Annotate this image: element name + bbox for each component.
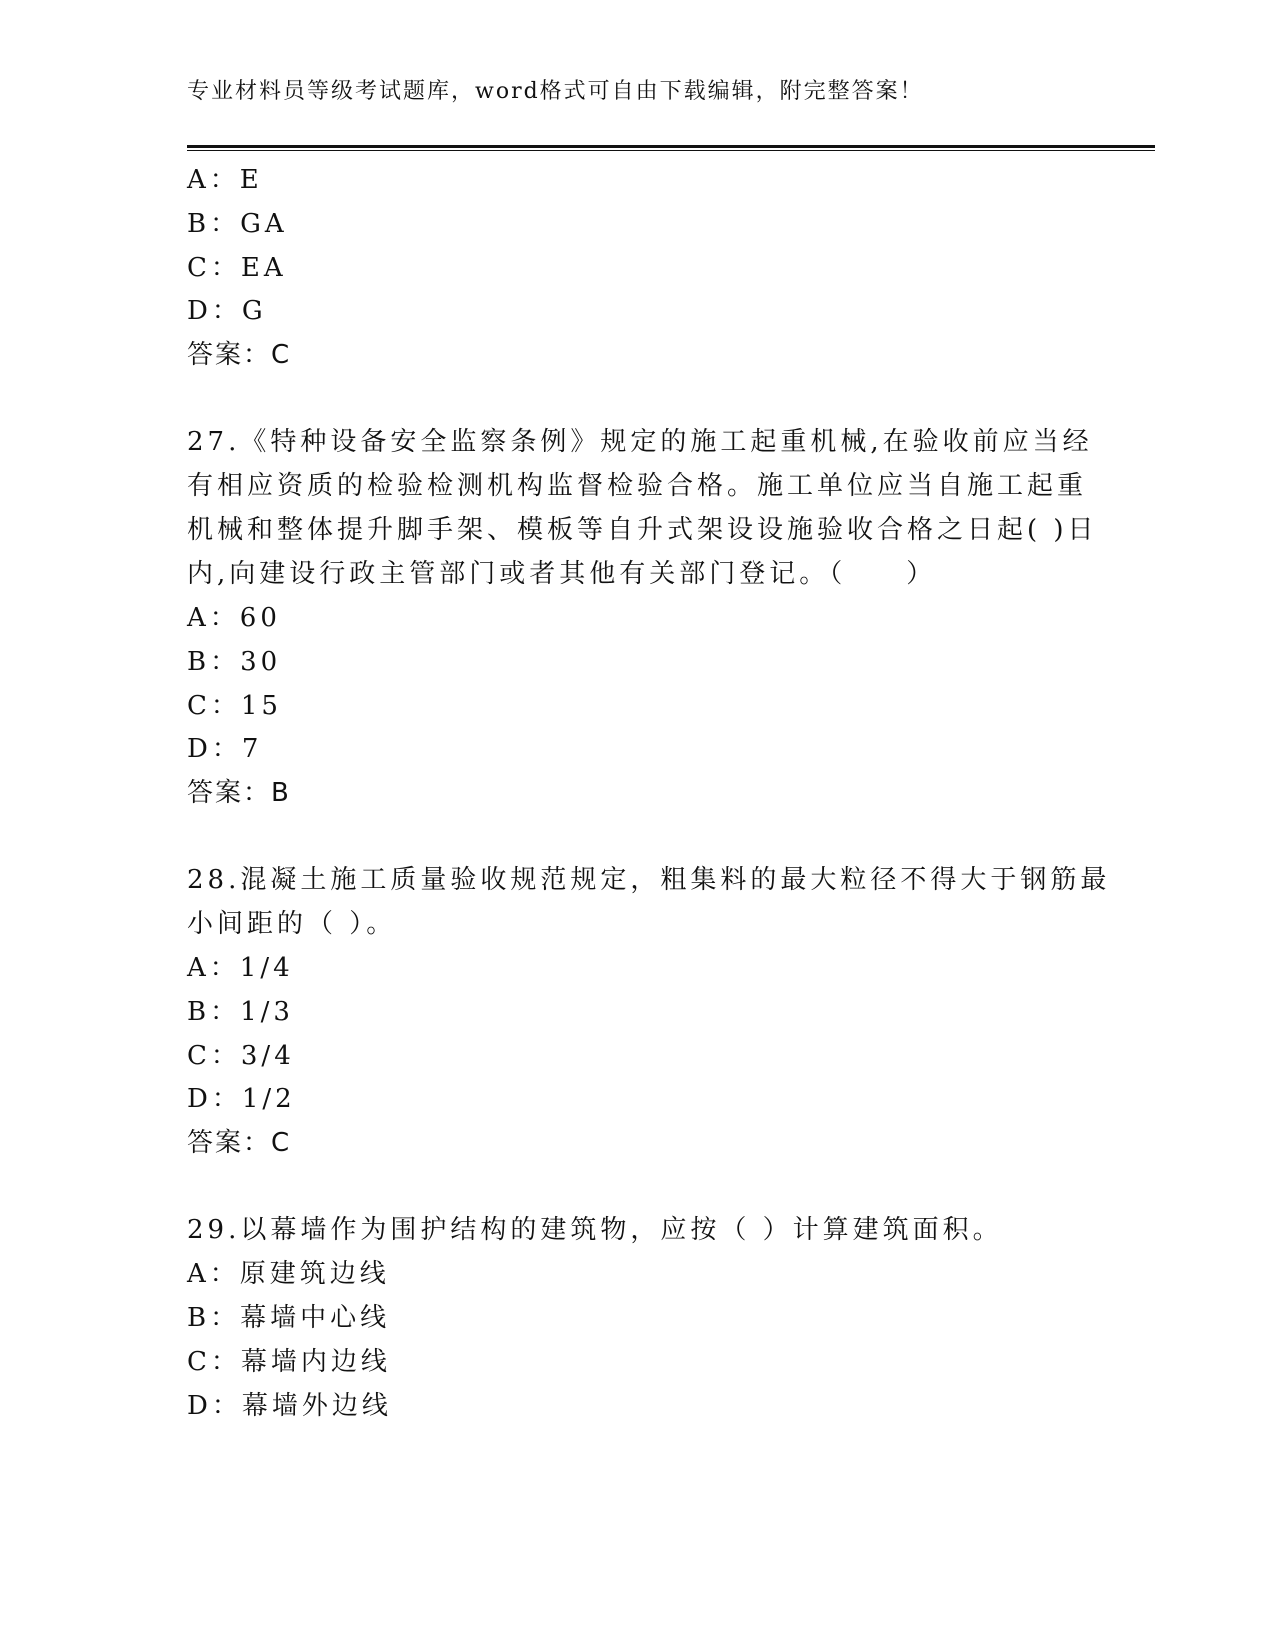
option-a: A：E [187,165,263,195]
question-27-option-c: C：15 [187,691,282,721]
question-28-answer: 答案：C [187,1128,292,1158]
question-27-text-line: 27.《特种设备安全监察条例》规定的施工起重机械,在验收前应当经 [187,427,1093,457]
question-29-option-d: D：幕墙外边线 [187,1391,392,1421]
page-header: 专业材料员等级考试题库，word格式可自由下载编辑，附完整答案！ [187,79,924,104]
question-27-option-b: B：30 [187,647,282,677]
question-27-text-line: 内,向建设行政主管部门或者其他有关部门登记。（ ） [187,559,937,589]
question-28-option-d: D：1/2 [187,1084,296,1114]
question-28-option-b: B：1/3 [187,997,294,1027]
answer: 答案：C [187,340,292,370]
header-divider [187,145,1155,151]
question-29-option-a: A：原建筑边线 [187,1259,390,1289]
question-29-option-b: B：幕墙中心线 [187,1303,391,1333]
question-28-text-line: 28.混凝土施工质量验收规范规定，粗集料的最大粒径不得大于钢筋最 [187,865,1111,895]
question-28-option-a: A：1/4 [187,953,294,983]
question-27-option-a: A：60 [187,603,281,633]
option-c: C：EA [187,253,287,283]
question-29-text-line: 29.以幕墙作为围护结构的建筑物，应按（ ）计算建筑面积。 [187,1215,1003,1245]
option-d: D：G [187,296,267,326]
question-29-option-c: C：幕墙内边线 [187,1347,391,1377]
question-27-answer: 答案：B [187,778,291,808]
question-28-text-line: 小间距的（ ）。 [187,909,397,939]
question-28-option-c: C：3/4 [187,1041,295,1071]
question-27-text-line: 有相应资质的检验检测机构监督检验合格。施工单位应当自施工起重 [187,471,1088,501]
question-27-text-line: 机械和整体提升脚手架、模板等自升式架设设施验收合格之日起( )日 [187,515,1098,545]
question-27-option-d: D：7 [187,734,263,764]
option-b: B：GA [187,209,288,239]
